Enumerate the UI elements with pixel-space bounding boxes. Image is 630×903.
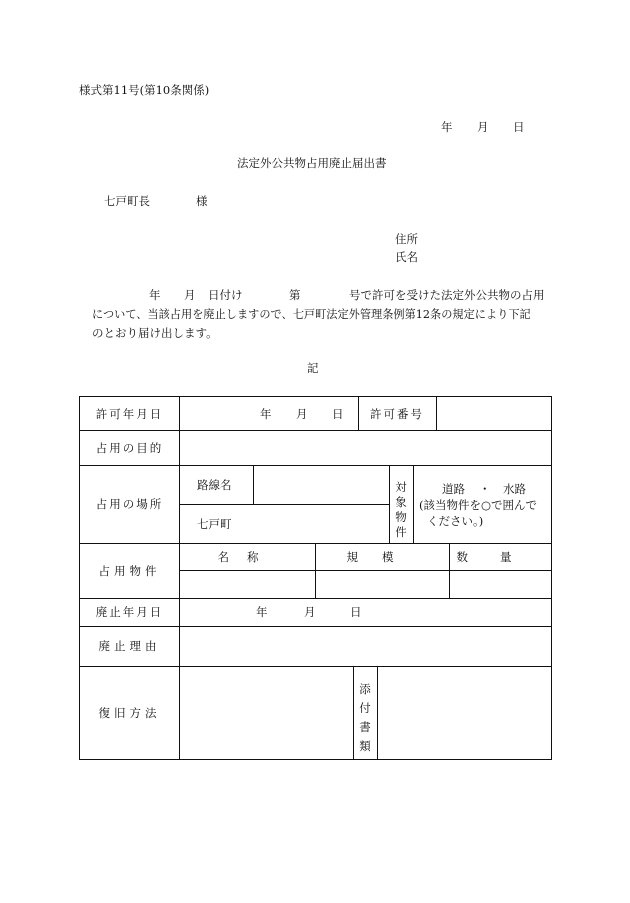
- occupancy-quantity-field[interactable]: [449, 570, 551, 598]
- permit-number-label: 許可番号: [370, 406, 424, 421]
- occupancy-name-field[interactable]: [179, 570, 315, 598]
- route-name-label: 路線名: [197, 478, 232, 492]
- abolition-date-day: 日: [350, 605, 362, 619]
- permit-date-label: 許可年月日: [95, 406, 164, 421]
- column-scale: 規模: [346, 549, 418, 564]
- abolition-date-label: 廃止年月日: [95, 605, 164, 619]
- column-name: 名称: [217, 549, 277, 564]
- permit-number-field[interactable]: [436, 397, 551, 430]
- option-separator: ・: [479, 482, 491, 496]
- purpose-field[interactable]: [179, 430, 551, 465]
- body-month: 月: [184, 288, 196, 302]
- option-waterway[interactable]: 水路: [503, 482, 526, 496]
- date-month: 月: [477, 120, 489, 134]
- selection-note-line1: (該当物件を○で囲んで: [419, 498, 538, 512]
- column-quantity: 数量: [456, 549, 544, 564]
- abolition-reason-field[interactable]: [179, 626, 551, 666]
- ki-heading: 記: [307, 361, 319, 375]
- body-line1-rest: 号で許可を受けた法定外公共物の占用: [349, 288, 545, 302]
- form-number: 様式第11号(第10条関係): [79, 83, 210, 97]
- body-line2: について、当該占用を廃止しますので、七戸町法定外管理条例第12条の規定により下記: [92, 308, 531, 321]
- abolition-date-month: 月: [304, 605, 316, 619]
- location-town: 七戸町: [197, 517, 232, 531]
- location-label: 占用の場所: [95, 497, 164, 511]
- body-year: 年: [149, 288, 161, 302]
- option-road[interactable]: 道路: [442, 482, 465, 496]
- permit-date-month: 月: [296, 407, 308, 421]
- date-year: 年: [441, 120, 453, 134]
- date-day: 日: [513, 120, 525, 134]
- abolition-reason-label: 廃止理由: [98, 639, 161, 653]
- route-name-field[interactable]: [253, 465, 389, 504]
- permit-date-year: 年: [260, 407, 272, 421]
- target-object-label: 対 象 物 件: [395, 480, 407, 539]
- attachments-field[interactable]: [377, 666, 551, 759]
- occupancy-scale-field[interactable]: [315, 570, 449, 598]
- occupancy-object-label: 占用物件: [98, 563, 161, 578]
- abolition-date-year: 年: [256, 605, 268, 619]
- purpose-label: 占用の目的: [95, 440, 164, 455]
- document-title: 法定外公共物占用廃止届出書: [237, 156, 387, 170]
- attachments-label: 添 付 書 類: [359, 682, 371, 753]
- permit-date-day: 日: [332, 407, 344, 421]
- body-day-dated: 日付け: [208, 288, 243, 302]
- addressee-name: 七戸町長: [104, 194, 150, 208]
- restoration-method-field[interactable]: [179, 666, 353, 759]
- restoration-method-label: 復旧方法: [98, 705, 161, 720]
- body-dai: 第: [289, 288, 301, 302]
- name-label: 氏名: [395, 250, 418, 264]
- selection-note-line2: ください。): [427, 514, 484, 528]
- addressee-honorific: 様: [196, 194, 208, 208]
- address-label: 住所: [395, 232, 418, 246]
- body-line3: のとおり届け出します。: [92, 326, 218, 340]
- form-table: [79, 396, 552, 760]
